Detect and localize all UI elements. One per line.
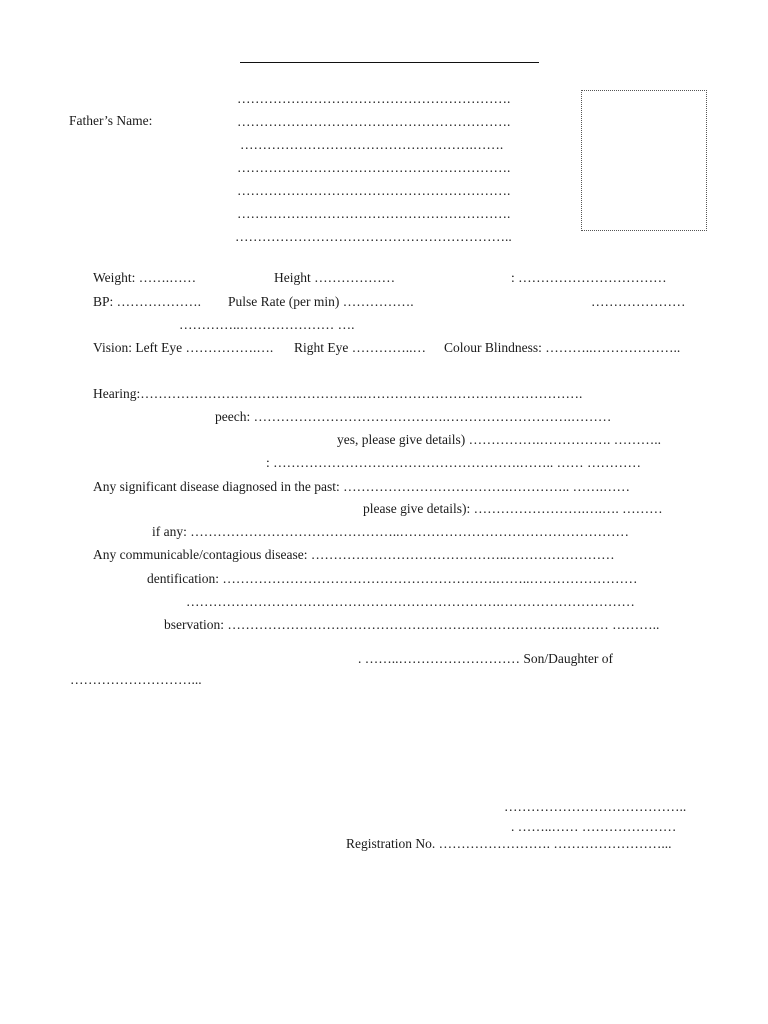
son-daughter-of-cont-field[interactable]: ………………………... — [70, 672, 202, 687]
height-field[interactable]: Height ……………… — [274, 270, 396, 285]
vitals-extra-line[interactable]: …………..………………… …. — [179, 317, 355, 332]
field-line-7[interactable]: …………………………………………………….. — [235, 229, 512, 244]
designation-line[interactable]: . ……..…… ………………… — [511, 819, 677, 834]
bp-field[interactable]: BP: ………………. — [93, 294, 202, 309]
weight-field[interactable]: Weight: …….…… — [93, 270, 197, 285]
title-underline — [240, 62, 539, 63]
son-daughter-of-field[interactable]: . ……..……………………… Son/Daughter of — [358, 651, 613, 666]
field-line-1[interactable]: ……………………………………………………. — [237, 91, 511, 106]
pulse-extra-field[interactable]: ………………… — [591, 294, 686, 309]
field-line-6[interactable]: ……………………………………………………. — [237, 206, 511, 221]
pulse-rate-field[interactable]: Pulse Rate (per min) ……………. — [228, 294, 414, 309]
vision-left-eye-field[interactable]: Vision: Left Eye …………….…. — [93, 340, 274, 355]
colour-blindness-field[interactable]: Colour Blindness: ………..……………….. — [444, 340, 681, 355]
fathers-name-field[interactable]: ……………………………………………………. — [237, 114, 511, 129]
communicable-disease-field[interactable]: Any communicable/contagious disease: ……………………………………..…………………… — [93, 547, 615, 562]
field-line-3[interactable]: …………………………………………….……. — [240, 137, 504, 152]
yes-details-field[interactable]: yes, please give details) …………….……………. ……….. — [337, 432, 661, 447]
photo-box — [581, 90, 707, 231]
height-extra-field[interactable]: : …………………………… — [511, 270, 667, 285]
identification-field[interactable]: dentification: …………………………………………………….……..…………………… — [147, 571, 638, 586]
field-line-4[interactable]: ……………………………………………………. — [237, 160, 511, 175]
please-details-field[interactable]: please give details): …………………….….…. ……… — [363, 501, 663, 516]
observation-field[interactable]: bservation: ………………………………………………………………….……… ……….. — [164, 617, 660, 632]
significant-disease-field[interactable]: Any significant disease diagnosed in the past: ……………………………….………….. …….…… — [93, 479, 630, 494]
field-line-5[interactable]: ……………………………………………………. — [237, 183, 511, 198]
if-any-field[interactable]: if any: ………………………………………..…………………………………………… — [152, 524, 629, 539]
registration-no-field[interactable]: Registration No. ……………………. ……………………... — [346, 836, 672, 851]
hearing-field[interactable]: Hearing:…………………………………………..…………………………………………. — [93, 386, 583, 401]
colon-line-field[interactable]: : ……………………………………………….…….. …… ………… — [266, 455, 642, 470]
signature-line[interactable]: ………………………………….. — [504, 799, 687, 814]
identification-cont-field[interactable]: …………………………………………………………….………………………… — [186, 594, 635, 609]
fathers-name-label: Father’s Name: — [69, 113, 153, 128]
speech-field[interactable]: peech: …………………………………….……………………….……… — [215, 409, 612, 424]
vision-right-eye-field[interactable]: Right Eye …………..… — [294, 340, 426, 355]
